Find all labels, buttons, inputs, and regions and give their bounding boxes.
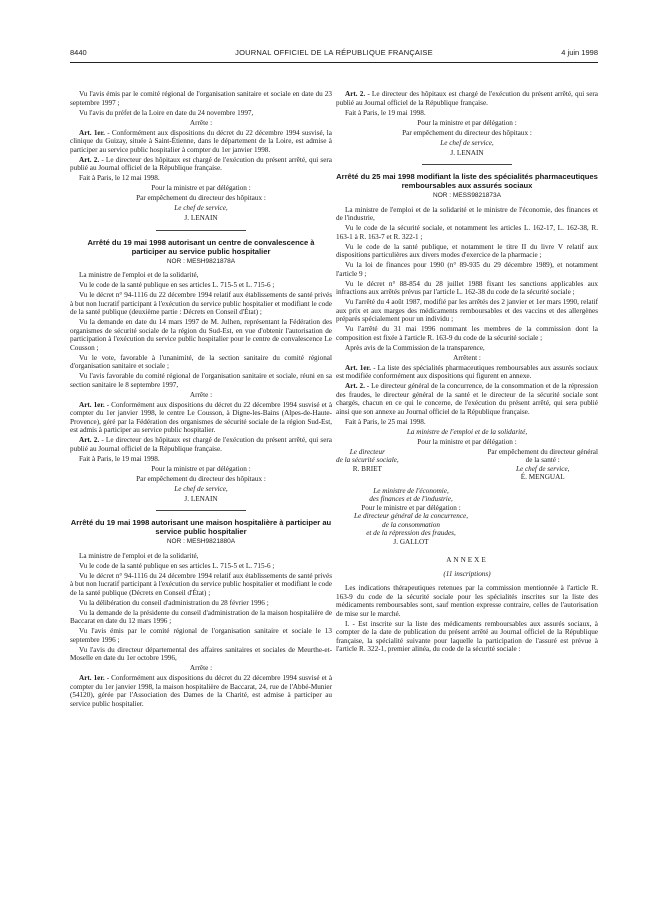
- paragraph: Vu la demande de la présidente du conseil d'administration de la maison hospitalière de Baccarat en date du 12 mars 1996 ;: [70, 608, 332, 625]
- article-label: Art. 1er.: [79, 128, 105, 137]
- signatory-name: J. GALLOT: [393, 537, 429, 546]
- separator: [156, 510, 246, 511]
- paragraph: Vu l'avis du directeur départemental des affaires sanitaires et sociales de Meurthe-et-Moselle en date du 1er octobre 1996,: [70, 645, 332, 662]
- signature-line: Par empêchement du directeur des hôpitaux :: [402, 128, 532, 137]
- paragraph: Après avis de la Commission de la transparence,: [345, 343, 485, 352]
- paragraph: Les indications thérapeutiques retenues par la commission mentionnée à l'article R. 163-9 du code de la sécurité sociale pour les spécialités inscrites sur la liste des médicaments remboursables sont, sauf mention expresse contraire, celles de l'autorisation de mise sur le marché.: [336, 584, 598, 618]
- minister-title: Le ministre de l'économie,: [373, 486, 449, 495]
- article-2: [336, 382, 598, 416]
- journal-title: JOURNAL OFFICIEL DE LA RÉPUBLIQUE FRANÇAISE: [235, 48, 433, 57]
- article-label: Art. 1er.: [345, 363, 371, 372]
- article-label: Art. 2.: [79, 436, 100, 444]
- signature-title: Le chef de service,: [515, 464, 570, 473]
- paragraph: Vu la loi de finances pour 1990 (n° 89-935 du 29 décembre 1989), et notamment l'article 9 ;: [336, 261, 598, 278]
- article-2: [70, 156, 332, 173]
- signature-line: Pour la ministre et par délégation :: [417, 437, 517, 446]
- signing-place-date: Fait à Paris, le 19 mai 1998.: [79, 454, 160, 463]
- article-2: [336, 90, 598, 107]
- article-2: [70, 436, 332, 453]
- signature-title: Le chef de service,: [174, 204, 228, 212]
- article-text: - Conformément aux dispositions du décret du 22 décembre 1994 susvisé, la clinique du Guizay, située à Saint-Étienne, dans le département de la Loire, est admise à participer au service public hospitalier à compter du 1er janvier 1998.: [70, 128, 332, 154]
- signature-line: Pour la ministre et par délégation :: [151, 184, 251, 192]
- article-label: Art. 2.: [345, 90, 366, 98]
- signing-place-date: Fait à Paris, le 25 mai 1998.: [345, 417, 426, 426]
- decree-title: Arrêté du 25 mai 1998 modifiant la liste des spécialités pharmaceutiques remboursables aux assurés sociaux: [336, 172, 598, 190]
- signature-title: Le chef de service,: [174, 484, 228, 493]
- signature-line: Pour le ministre et par délégation :: [361, 503, 461, 512]
- signature-economy: [336, 487, 486, 547]
- signatory-name: J. LENAIN: [184, 494, 218, 503]
- paragraph: Vu le code de la santé publique, et notamment le titre II du livre V relatif aux dispositions particulières aux divers modes d'exercice de la pharmacie ;: [336, 242, 598, 259]
- signature-line: Pour la ministre et par délégation :: [151, 464, 251, 473]
- paragraph: Vu le décret n° 94-1116 du 24 décembre 1994 relatif aux établissements de santé privés à but non lucratif participant à l'exécution du service public hospitalier et modifiant le code de la santé publique (Décrets en Conseil d'État) ;: [70, 571, 332, 597]
- annexe-subheading: (11 inscriptions): [443, 570, 491, 578]
- article-1: [70, 674, 332, 708]
- signature-title: et de la répression des fraudes,: [366, 529, 456, 537]
- signatory-name: R. BRIET: [352, 464, 382, 473]
- annexe-heading: ANNEXE: [446, 556, 488, 564]
- article-text: - La liste des spécialités pharmaceutiques remboursables aux assurés sociaux est modifiée conformément aux dispositions qui figurent en annexe.: [336, 363, 599, 380]
- article-text: - Le directeur général de la concurrence, de la consommation et de la répression des fraudes, le directeur général de la santé et le directeur de la sécurité sociale sont chargés, chacun en ce qui le concerne, de l'exécution du présent arrêté, qui sera publié ainsi que son annexe au Journal officiel de la République française.: [336, 382, 598, 416]
- right-column: [336, 90, 598, 655]
- paragraph: Vu la demande en date du 14 mars 1997 de M. Julhen, représentant la Fédération des organismes de sécurité sociale de la région du Sud-Est, en vue d'obtenir l'autorisation de participation à l'exécution du service public hospitalier pour le centre de convalescence Le Cousson ;: [70, 318, 332, 352]
- nor-reference: NOR : MESS9821873A: [433, 192, 501, 199]
- article-text: - Le directeur des hôpitaux est chargé de l'exécution du présent arrêté, qui sera publié au Journal officiel de la République française.: [70, 155, 332, 172]
- signatory-name: J. LENAIN: [450, 148, 484, 157]
- left-column: [70, 90, 332, 710]
- paragraph: La ministre de l'emploi et de la solidarité et le ministre de l'économie, des finances et de l'industrie,: [336, 205, 598, 222]
- signature-title: de la consommation: [382, 520, 440, 529]
- signature-title: Le directeur général de la concurrence,: [353, 512, 469, 520]
- paragraph: Vu le vote, favorable à l'unanimité, de la section sanitaire du comité régional d'organisation sanitaire et sociale ;: [70, 353, 332, 370]
- paragraph: I. - Est inscrite sur la liste des médicaments remboursables aux assurés sociaux, à compter de la date de publication du présent arrêté au Journal officiel de la République française, la spécialité suivante pour laquelle la participation de l'assuré est prévue à l'article R. 322-1, premier alinéa, du code de la sécurité sociale :: [336, 619, 598, 653]
- paragraph: Vu l'arrêté du 31 mai 1996 nommant les membres de la commission dont la composition est fixée à l'article R. 163-9 du code de la sécurité sociale ;: [336, 325, 598, 342]
- article-1: [336, 364, 598, 381]
- signature-dss: [336, 448, 399, 482]
- signature-line: Par empêchement du directeur général: [487, 447, 598, 456]
- decree-title: Arrêté du 19 mai 1998 autorisant une maison hospitalière à participer au service public hospitalier: [70, 518, 332, 536]
- paragraph: Vu le décret n° 88-854 du 28 juillet 1988 fixant les sanctions applicables aux infractions aux arrêtés prévus par l'article L. 162-38 du code de la sécurité sociale ;: [336, 279, 598, 296]
- arrete-heading: Arrête :: [189, 390, 213, 399]
- signature-line: Par empêchement du directeur des hôpitaux :: [136, 474, 266, 483]
- paragraph: Vu la délibération du conseil d'administration du 28 février 1996 ;: [79, 598, 269, 607]
- signature-title: Le chef de service,: [440, 138, 494, 147]
- paragraph: Vu le code de la sécurité sociale, et notamment les articles L. 162-17, L. 162-38, R. 163-1 à R. 163-7 et R. 322-1 ;: [336, 224, 598, 241]
- paragraph: La ministre de l'emploi et de la solidarité,: [79, 551, 199, 560]
- decree-title: Arrêté du 19 mai 1998 autorisant un centre de convalescence à participer au service public hospitalier: [87, 237, 315, 256]
- paragraph: Vu le code de la santé publique en ses articles L. 715-5 et L. 715-6 ;: [79, 281, 275, 289]
- signature-line: de la santé :: [525, 456, 560, 464]
- signature-line: Pour la ministre et par délégation :: [417, 118, 517, 127]
- signature-title: Le directeur: [349, 447, 385, 456]
- arrete-heading: Arrête :: [189, 118, 213, 127]
- article-text: - Conformément aux dispositions du décret du 22 décembre 1994 susvisé et à compter du 1er janvier 1998, le centre Le Cousson, à Digne-les-Bains (Alpes-de-Haute-Provence), géré par la Fédération des organismes de sécurité sociale de la région Sud-Est, est admis à participer au service public hospitalier.: [70, 400, 333, 434]
- signature-block: [336, 448, 598, 482]
- signature-line: Par empêchement du directeur des hôpitaux :: [136, 194, 266, 202]
- arretent-heading: Arrêtent :: [453, 353, 481, 362]
- page-number: 8440: [70, 48, 87, 57]
- article-1: [70, 129, 332, 155]
- page-header: [70, 48, 598, 62]
- separator: [156, 230, 246, 231]
- article-label: Art. 2.: [345, 382, 365, 390]
- paragraph: Vu l'avis émis par le comité régional de l'organisation sanitaire et sociale en date du 23 septembre 1997 ;: [70, 90, 332, 107]
- paragraph: Vu l'avis du préfet de la Loire en date du 24 novembre 1997,: [79, 108, 254, 117]
- nor-reference: NOR : MESH9821878A: [166, 257, 236, 265]
- article-label: Art. 2.: [79, 155, 100, 164]
- article-text: - Le directeur des hôpitaux est chargé de l'exécution du présent arrêté, qui sera publié au Journal officiel de la République française.: [336, 90, 598, 107]
- signing-place-date: Fait à Paris, le 12 mai 1998.: [79, 174, 160, 182]
- signature-dgs: [487, 448, 598, 482]
- minister-title: La ministre de l'emploi et de la solidarité,: [406, 427, 528, 436]
- separator: [422, 164, 512, 165]
- nor-reference: NOR : MESH9821880A: [166, 538, 236, 545]
- paragraph: Vu l'avis émis par le comité régional de l'organisation sanitaire et sociale le 13 septembre 1996 ;: [70, 627, 332, 644]
- signatory-name: É. MENGUAL: [520, 473, 565, 481]
- arrete-heading: Arrête :: [189, 664, 213, 672]
- article-label: Art. 1er.: [79, 674, 105, 682]
- article-label: Art. 1er.: [79, 400, 105, 409]
- article-text: - Le directeur des hôpitaux est chargé de l'exécution du présent arrêté, qui sera publié au Journal officiel de la République française.: [70, 436, 332, 453]
- paragraph: Vu l'avis favorable du comité régional de l'organisation sanitaire et sociale, réuni en sa section sanitaire le 8 septembre 1997,: [70, 372, 332, 389]
- minister-title: des finances et de l'industrie,: [369, 495, 453, 503]
- signing-place-date: Fait à Paris, le 19 mai 1998.: [345, 108, 426, 117]
- article-1: [70, 401, 332, 435]
- header-rule: [70, 62, 598, 63]
- paragraph: Vu l'arrêté du 4 août 1987, modifié par les arrêtés des 2 janvier et 1er mars 1990, relatif aux prix et aux marges des médicaments remboursables et des vaccins et des allergènes préparés spécialement pour un individu ;: [336, 298, 598, 323]
- signatory-name: J. LENAIN: [184, 214, 218, 222]
- issue-date: 4 juin 1998: [561, 48, 598, 57]
- paragraph: Vu le code de la santé publique en ses articles L. 715-5 et L. 715-6 ;: [79, 561, 275, 570]
- signature-title: de la sécurité sociale,: [336, 456, 399, 464]
- paragraph: La ministre de l'emploi et de la solidarité,: [79, 271, 199, 279]
- paragraph: Vu le décret n° 94-1116 du 22 décembre 1994 relatif aux établissements de santé privés à but non lucratif participant à l'exécution du service public hospitalier et modifiant le code de la santé publique (deuxième partie : Décrets en Conseil d'État) ;: [70, 291, 332, 316]
- article-text: - Conformément aux dispositions du décret du 22 décembre 1994 susvisé et à compter du 1er janvier 1998, la maison hospitalière de Baccarat, 24, rue de l'Abbé-Munier (54120), gérée par l'Association des Dames de la Charité, est admise à participer au service public hospitalier.: [70, 674, 333, 708]
